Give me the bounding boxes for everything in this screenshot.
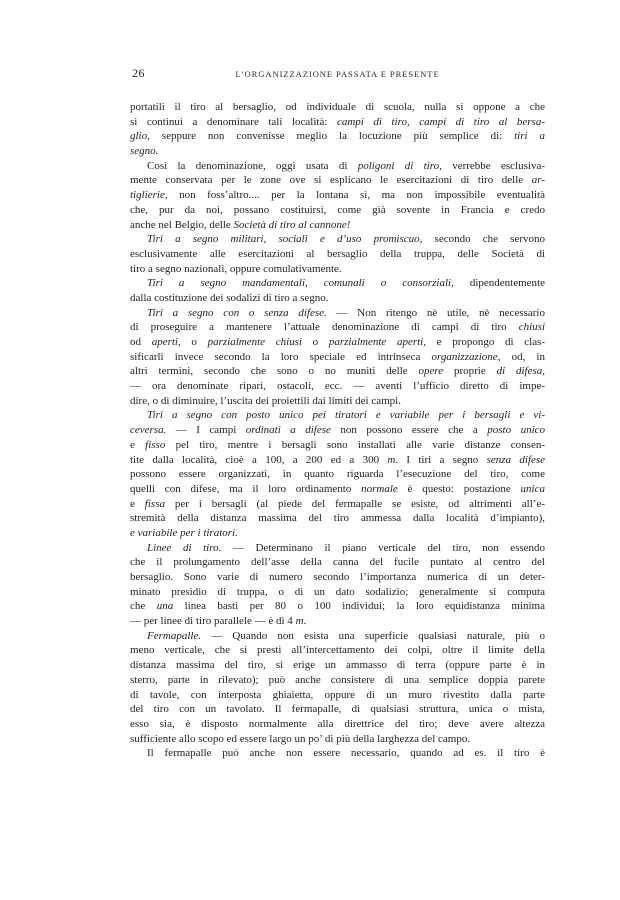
text-line [130, 702, 545, 717]
text-line [130, 129, 545, 144]
text-run: e [130, 438, 146, 451]
paragraph [130, 306, 545, 409]
text-line [130, 511, 545, 526]
italic-text-run: tiglierie [130, 189, 165, 202]
text-line [130, 688, 545, 703]
italic-text-run: ordinati a difese [245, 424, 331, 437]
text-run: quelli con difese, ma il loro ordinamento [130, 482, 362, 495]
text-run: che il prolungamento dell’asse della canna del fucile puntato al centro del [130, 556, 545, 569]
text-run: portatili il tiro al bersaglio, od individuale di scuola, nulla si oppone a che [130, 101, 545, 113]
text-run: tiro a segno nazionali, oppure comulativamente. [130, 262, 342, 275]
text-run: dalla costituzione dei sodalizi di tiro a segno. [130, 291, 329, 304]
text-line [130, 364, 545, 379]
text-run: , non foss’altro.... per la lontana sì, ma non impossibile eventualità [164, 189, 545, 202]
text-run: che, pur da noi, possano costituirsi, come già sovente in Francia e credo [130, 203, 545, 216]
text-run: — Determinano il piano verticale del tiro, non essendo [221, 541, 546, 554]
text-run: Così la denominazione, oggi usata di [147, 159, 358, 172]
text-line [130, 320, 545, 335]
italic-text-run: una [156, 600, 174, 613]
text-line [130, 467, 545, 482]
text-run: meno verticale, che si presti all’intercettamento dei colpi, oltre il limite della [130, 644, 545, 657]
text-run: si continui a denominare tali località: [130, 115, 337, 128]
italic-text-run: ceversa. [130, 424, 167, 437]
text-run: distanza massima del tiro, si erige un ammasso di terra (oppure parte è in [130, 659, 545, 672]
text-run: . [303, 615, 307, 628]
text-run: . I tiri a segno [395, 453, 487, 466]
text-run: esclusivamente alle esercitazioni al bersaglio della truppa, delle Società di [130, 247, 545, 260]
italic-text-run: Linee di tiro. [147, 541, 222, 554]
text-run: proprie [443, 365, 497, 378]
italic-text-run: Fermapalle. [147, 629, 202, 642]
text-line [130, 453, 545, 468]
italic-text-run: fissa [144, 497, 165, 510]
text-run: pel tiro, mentre i bersagli sono installati alle varie distanze consen- [165, 438, 545, 451]
paragraph [130, 541, 545, 629]
paragraph [130, 100, 545, 159]
italic-text-run: aperti [151, 336, 178, 348]
text-run: , dipendentemente [451, 277, 545, 290]
text-run: sufficiente allo scopo ed essere largo un po’ di più della larghezza del campo. [130, 732, 471, 745]
page-number: 26 [132, 66, 145, 80]
text-run: bersaglio. Sono varie di numero secondo l’importanza numerica di un deter- [130, 571, 545, 583]
running-title: L’ORGANIZZAZIONE PASSATA E PRESENTE [235, 69, 440, 79]
text-line [130, 629, 545, 644]
text-line [130, 717, 545, 732]
text-run: per i bersagli (al piede del fermapalle se esiste, od altrimenti all’e- [164, 497, 545, 510]
italic-text-run: glio [130, 130, 148, 143]
text-line [130, 350, 545, 365]
italic-text-run: unica [520, 482, 545, 495]
text-run: dire, o di diminuire, l’uscita dei proiettili dai limiti dei campi. [130, 394, 401, 407]
text-run: altri termini, secondo che sono o no muniti delle [130, 365, 419, 378]
italic-text-run: parzialmente aperti [328, 336, 424, 348]
italic-text-run: Tiri a segno militari, sociali e d’uso promiscuo [147, 233, 420, 246]
text-run: di proseguire a mantenere l’attuale denominazione di campi di tiro [130, 321, 519, 334]
italic-text-run: segno. [130, 145, 159, 158]
text-line [130, 232, 545, 247]
text-line [130, 673, 545, 688]
text-line [130, 335, 545, 350]
text-line [130, 541, 545, 556]
italic-text-run: m [295, 615, 304, 628]
text-run: è questo: postazione [397, 482, 521, 495]
text-line [130, 276, 545, 291]
body-text [130, 100, 545, 761]
text-run: , e propongo di clas- [423, 336, 546, 348]
italic-text-run: e variabile per i tiratori. [130, 526, 238, 539]
text-line [130, 144, 545, 159]
text-line [130, 643, 545, 658]
text-line [130, 732, 545, 747]
text-line [130, 159, 545, 174]
text-run: — per linee di tiro parallele — è di 4 [130, 615, 296, 628]
text-line [130, 746, 545, 761]
text-line [130, 247, 545, 262]
text-line [130, 394, 545, 409]
text-run: stremità della distanza massima del tiro ammessa dalla località d’impianto), [130, 512, 545, 525]
paragraph [130, 159, 545, 232]
paragraph [130, 746, 545, 761]
text-run: tite dalla località, cioè a 100, a 200 ed a 300 [130, 453, 388, 466]
italic-text-run: di difesa [496, 365, 543, 378]
text-run: , seppure non convenisse meglio la locuzione più semplice di: [147, 130, 515, 143]
text-run: , o [177, 336, 208, 348]
text-line [130, 614, 545, 629]
text-run: e [130, 497, 145, 510]
text-line [130, 570, 545, 585]
italic-text-run: senza difese [486, 453, 545, 466]
text-run: minato presidio di truppa, o di un dato sodalizio; generalmente si computa [130, 585, 545, 598]
italic-text-run: ar- [531, 174, 545, 187]
paragraph [130, 232, 545, 276]
italic-text-run: poligoni di tiro [357, 159, 440, 172]
text-line [130, 408, 545, 423]
italic-text-run: normale [361, 482, 398, 495]
text-line [130, 555, 545, 570]
text-run: o [301, 336, 329, 348]
text-run: , secondo che servono [419, 233, 546, 246]
italic-text-run: organizzazione [431, 350, 498, 363]
text-run: od [130, 336, 152, 348]
text-line [130, 173, 545, 188]
text-run: non possono essere che a [330, 424, 488, 437]
text-run: linea basti per 80 o 100 individui; la loro equidistanza minima [173, 600, 545, 613]
text-line [130, 262, 545, 277]
text-line [130, 306, 545, 321]
text-run: mente conservata per le zone ove si esplicano le esercitazioni di tiro delle [130, 174, 532, 187]
italic-text-run: fisso [145, 438, 166, 451]
text-line [130, 423, 545, 438]
text-run: esso sia, è disposto normalmente alla direttrice del tiro; deve avere altezza [130, 717, 545, 730]
italic-text-run: posto unico [487, 424, 546, 437]
text-line [130, 379, 545, 394]
text-run: , verrebbe esclusiva- [439, 159, 545, 172]
italic-text-run: parzialmente chiusi [207, 336, 302, 348]
text-line [130, 203, 545, 218]
text-line [130, 115, 545, 130]
text-line [130, 599, 545, 614]
italic-text-run: opere [418, 365, 444, 378]
text-line [130, 438, 545, 453]
text-run: del tiro con un tavolato. Il fermapalle, di qualsiasi struttura, unica o mista, [130, 703, 545, 716]
text-run: Il fermapalle può anche non essere necessario, quando ad es. il tiro è [147, 747, 545, 760]
italic-text-run: Tiri a segno con o senza difese. [147, 306, 327, 319]
paragraph [130, 408, 545, 540]
italic-text-run: Tiri a segno con posto unico pei tiratori e variabile per i bersagli e vi- [147, 409, 545, 422]
text-run: possono essere organizzati, in quanto riguarda l’esecuzione del tiro, come [130, 468, 545, 481]
italic-text-run: campi di tiro, campi di tiro al bersa- [336, 115, 546, 128]
text-line [130, 526, 545, 541]
italic-text-run: chiusi [518, 321, 545, 334]
italic-text-run: Tiri a segno mandamentali, comunali o consorziali [147, 277, 452, 290]
text-line [130, 585, 545, 600]
text-line [130, 482, 545, 497]
text-run: sificarli invece secondo la loro speciale ed intrinseca [130, 350, 432, 363]
text-run: anche nel Belgio, delle [130, 218, 234, 231]
text-run: , od, in [497, 350, 545, 363]
text-line [130, 497, 545, 512]
text-run: — Quando non esista una superficie qualsiasi naturale, più o [201, 629, 545, 642]
paragraph [130, 629, 545, 747]
text-run: , [542, 365, 545, 378]
paragraph [130, 276, 545, 305]
text-run: — Non ritengo nè utile, nè necessario [326, 306, 545, 319]
italic-text-run: tiri a [514, 130, 545, 143]
text-line [130, 100, 545, 115]
text-line [130, 218, 545, 233]
text-run: — I campi [166, 424, 246, 437]
text-run: sterro, parte in rilevato); può anche consistere di una semplice doppia parete [130, 673, 545, 686]
text-line [130, 658, 545, 673]
text-run: di tavole, con interposta ghiaietta, oppure di un muro rivestito dalla parte [130, 688, 545, 701]
text-run: — ora denominate ripari, ostacoli, ecc. — aventi l’ufficio diretto di impe- [130, 380, 545, 393]
italic-text-run: Società di tiro al cannone! [233, 218, 351, 231]
italic-text-run: m [387, 453, 396, 466]
text-line [130, 188, 545, 203]
text-run: che [130, 600, 157, 613]
text-line [130, 291, 545, 306]
